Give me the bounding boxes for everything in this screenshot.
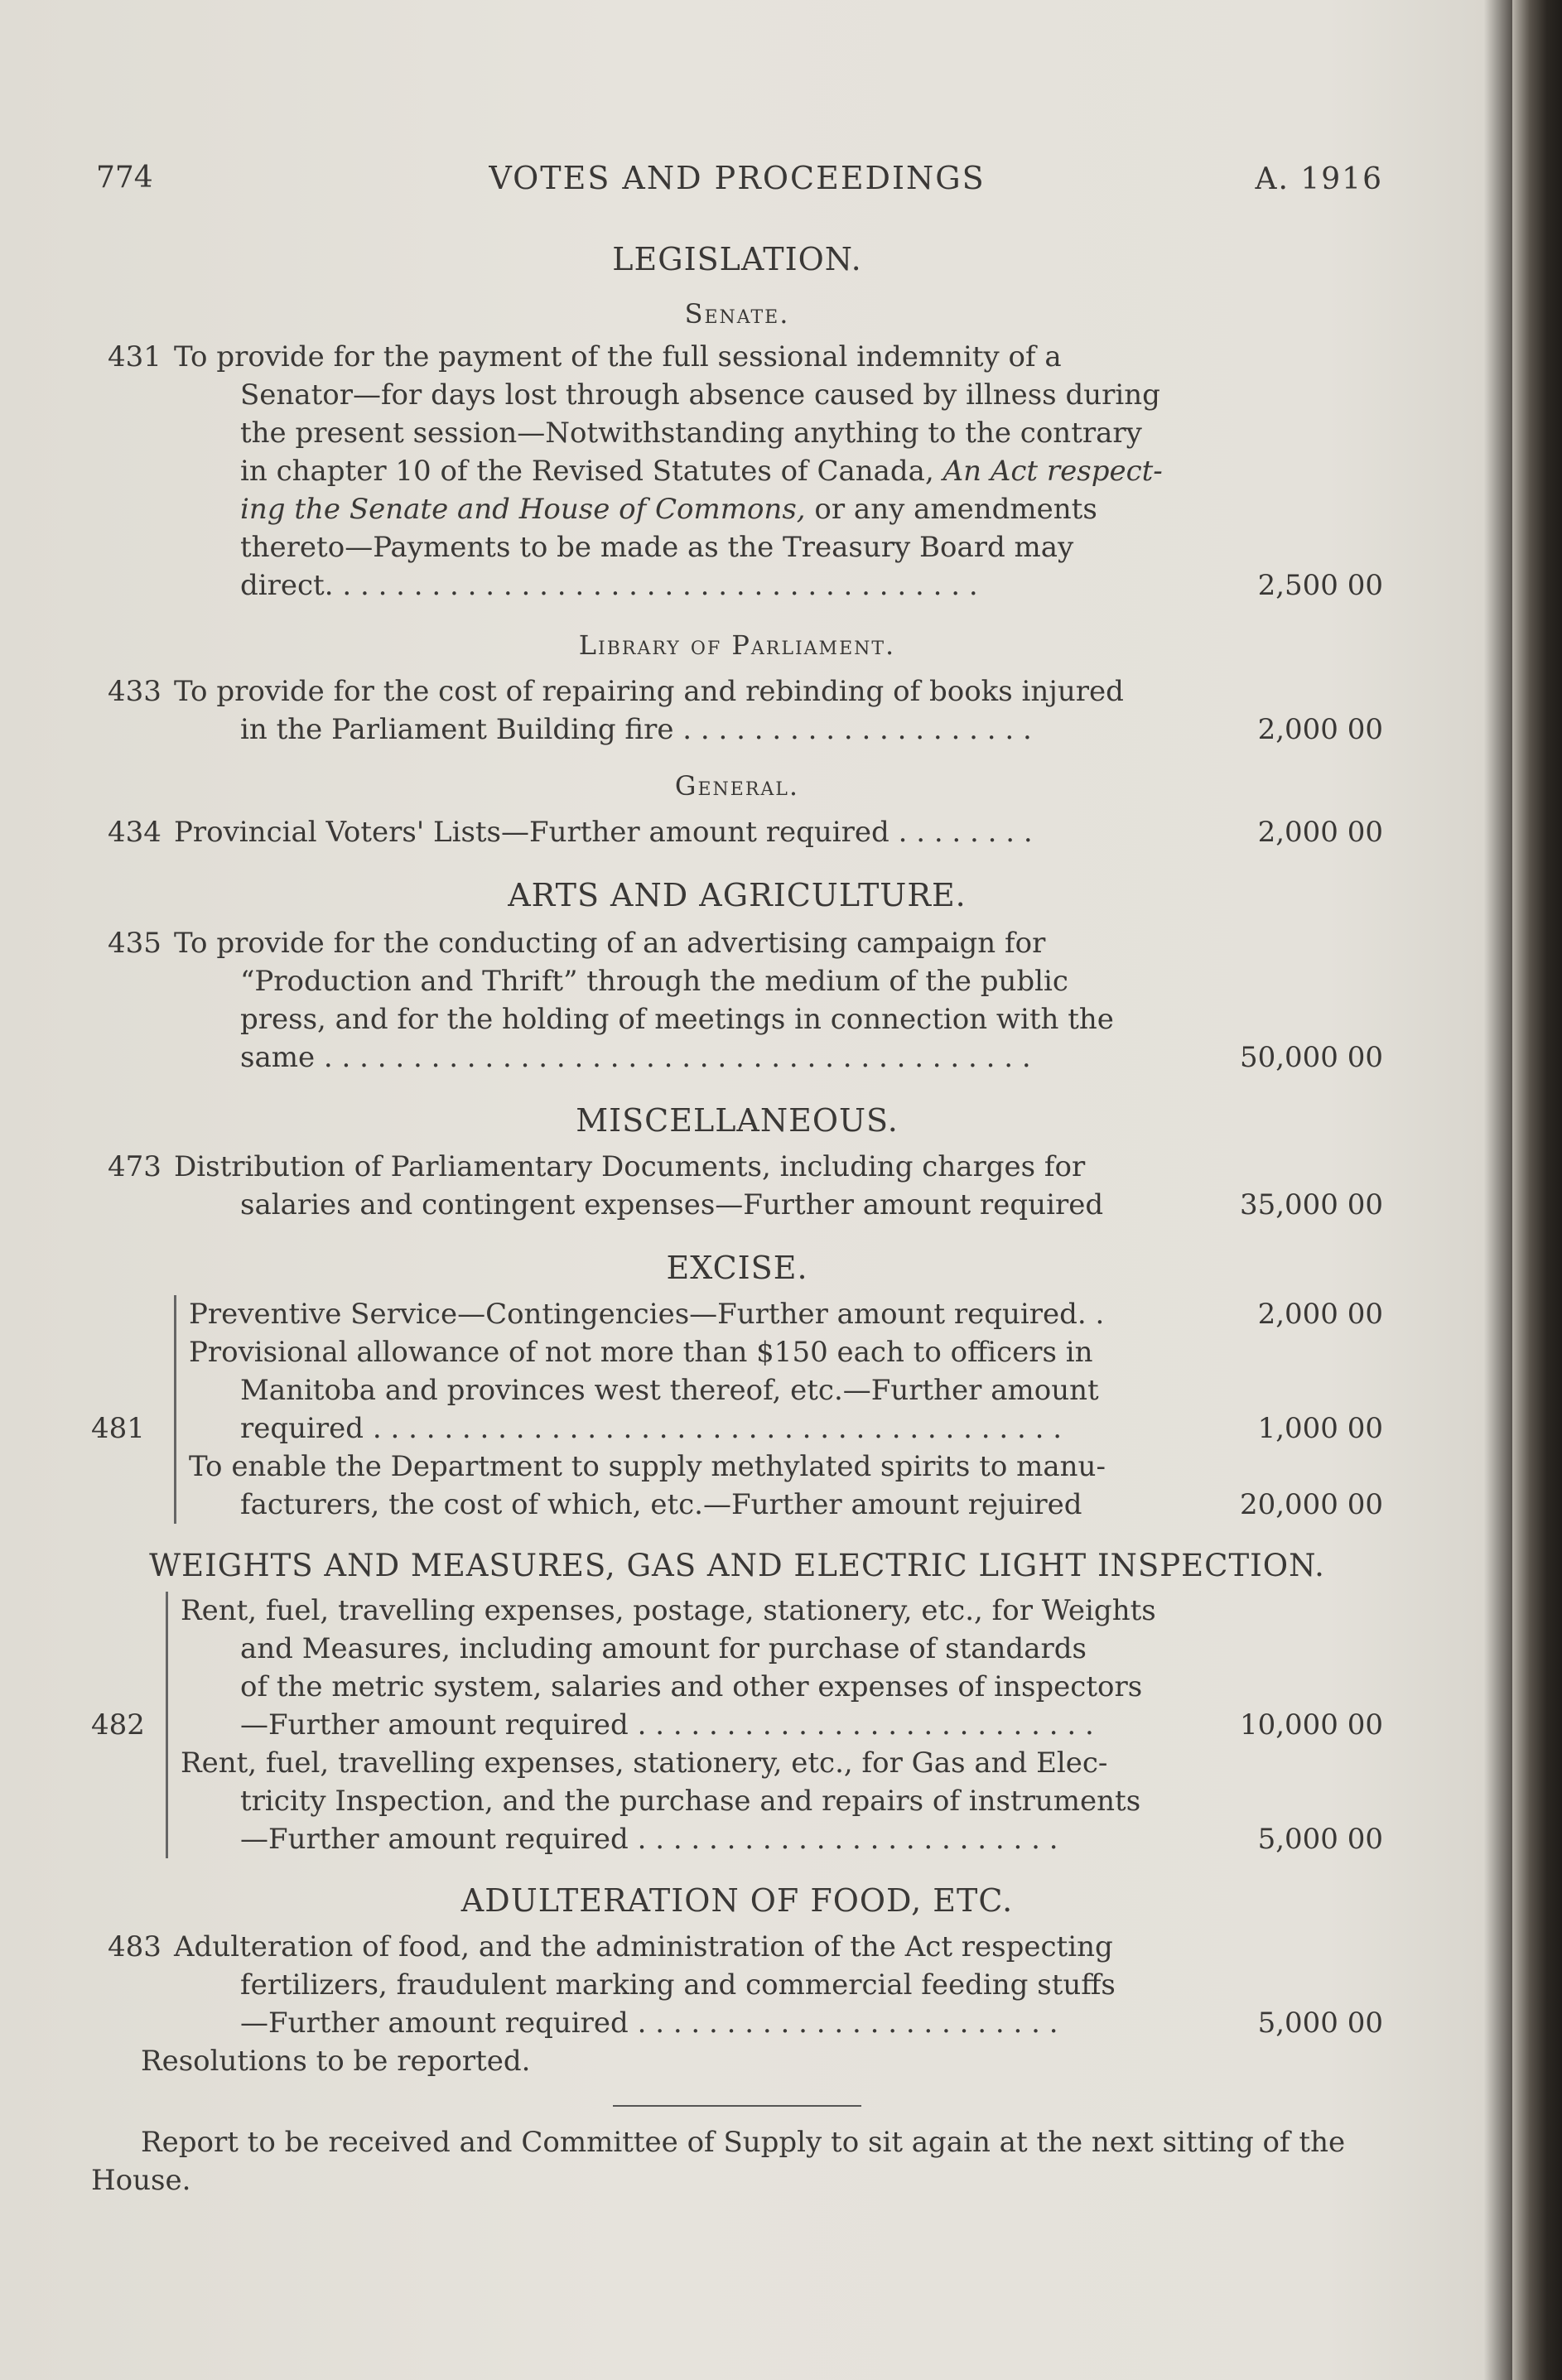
item-line: Provisional allowance of not more than $150 each to officers in bbox=[189, 1336, 1093, 1369]
page-number: 774 bbox=[96, 161, 153, 195]
item-482 bbox=[91, 1592, 1383, 1858]
act-title: An Act respect- bbox=[943, 455, 1163, 488]
item-amount: 5,000 00 bbox=[1257, 1823, 1383, 1856]
report-paragraph: Report to be received and Committee of Supply to sit again at the next sitting of the House. bbox=[91, 2126, 1346, 2197]
item-line: press, and for the holding of meetings in connection with the bbox=[240, 1003, 1114, 1036]
item-number: 481 bbox=[91, 1412, 145, 1445]
item-line: Manitoba and provinces west thereof, etc.—Further amount bbox=[240, 1374, 1099, 1407]
item-number: 435 bbox=[108, 927, 162, 960]
item-line: Distribution of Parliamentary Documents, including charges for bbox=[174, 1150, 1086, 1183]
item-amount: 10,000 00 bbox=[1239, 1708, 1383, 1742]
item-amount: 2,000 00 bbox=[1257, 1298, 1383, 1331]
item-line: Provincial Voters' Lists—Further amount required . . . . . . . . bbox=[174, 816, 1033, 849]
book-spine-shadow bbox=[1512, 0, 1562, 2380]
item-line: To enable the Department to supply methylated spirits to manu- bbox=[189, 1450, 1106, 1483]
item-line: —Further amount required . . . . . . . . . . . . . . . . . . . . . . . . . . bbox=[240, 1708, 1094, 1742]
item-number: 431 bbox=[108, 340, 162, 373]
item-amount: 2,500 00 bbox=[1257, 569, 1383, 602]
item-amount: 20,000 00 bbox=[1239, 1488, 1383, 1521]
item-amount: 1,000 00 bbox=[1257, 1412, 1383, 1445]
item-line: salaries and contingent expenses—Further amount required bbox=[240, 1188, 1104, 1221]
item-line: Rent, fuel, travelling expenses, postage, stationery, etc., for Weights bbox=[181, 1594, 1156, 1627]
item-line: To provide for the conducting of an advertising campaign for bbox=[174, 927, 1046, 960]
item-line: in the Parliament Building fire . . . . . . . . . . . . . . . . . . . . bbox=[240, 713, 1032, 746]
item-line: To provide for the payment of the full sessional indemnity of a bbox=[174, 340, 1062, 373]
page-header bbox=[91, 149, 1383, 207]
item-line: —Further amount required . . . . . . . . . . . . . . . . . . . . . . . . bbox=[240, 1823, 1058, 1856]
item-line-part: or any amendments bbox=[814, 493, 1097, 526]
section-weights: WEIGHTS AND MEASURES, GAS AND ELECTRIC LIGHT INSPECTION. bbox=[149, 1548, 1325, 1583]
item-line bbox=[240, 452, 1275, 490]
item-483 bbox=[91, 1928, 1383, 2042]
item-amount: 2,000 00 bbox=[1257, 816, 1383, 849]
item-number: 482 bbox=[91, 1708, 145, 1742]
item-433 bbox=[91, 672, 1383, 749]
item-amount: 50,000 00 bbox=[1239, 1041, 1383, 1074]
item-line: Senator—for days lost through absence caused by illness during bbox=[240, 378, 1160, 412]
subsection-senate: Senate. bbox=[684, 298, 790, 330]
item-line: thereto—Payments to be made as the Treasury Board may bbox=[240, 531, 1074, 564]
item-amount: 35,000 00 bbox=[1239, 1188, 1383, 1221]
subsection-library: Library of Parliament. bbox=[578, 629, 896, 661]
item-line: required . . . . . . . . . . . . . . . . . . . . . . . . . . . . . . . . . . . . . . . bbox=[240, 1412, 1063, 1445]
divider bbox=[613, 2105, 861, 2107]
item-473 bbox=[91, 1148, 1383, 1224]
item-number: 483 bbox=[108, 1930, 162, 1963]
act-title: ing the Senate and House of Commons, bbox=[240, 493, 806, 526]
item-line: the present session—Notwithstanding anything to the contrary bbox=[240, 417, 1142, 450]
item-line: of the metric system, salaries and other expenses of inspectors bbox=[240, 1670, 1143, 1703]
item-line: facturers, the cost of which, etc.—Further amount rejuired bbox=[240, 1488, 1082, 1521]
item-line: tricity Inspection, and the purchase and repairs of instruments bbox=[240, 1785, 1141, 1818]
item-line-part: in chapter 10 of the Revised Statutes of Canada, bbox=[240, 455, 934, 488]
item-number: 473 bbox=[108, 1150, 162, 1183]
item-434 bbox=[91, 813, 1383, 851]
item-line: same . . . . . . . . . . . . . . . . . . . . . . . . . . . . . . . . . . . . . . . . bbox=[240, 1041, 1031, 1074]
section-adulteration: ADULTERATION OF FOOD, ETC. bbox=[460, 1882, 1014, 1919]
section-arts: ARTS AND AGRICULTURE. bbox=[508, 877, 967, 913]
item-line: To provide for the cost of repairing and rebinding of books injured bbox=[174, 675, 1124, 708]
section-excise: EXCISE. bbox=[666, 1250, 808, 1286]
item-line: and Measures, including amount for purchase of standards bbox=[240, 1632, 1087, 1665]
running-title: VOTES AND PROCEEDINGS bbox=[489, 160, 986, 196]
subsection-general: General. bbox=[674, 770, 800, 802]
item-amount: 2,000 00 bbox=[1257, 713, 1383, 746]
item-435 bbox=[91, 924, 1383, 1077]
section-miscellaneous: MISCELLANEOUS. bbox=[576, 1102, 899, 1139]
item-line: fertilizers, fraudulent marking and commercial feeding stuffs bbox=[240, 1968, 1116, 2002]
section-legislation: LEGISLATION. bbox=[612, 241, 862, 277]
item-431 bbox=[91, 338, 1383, 605]
resolutions-text: Resolutions to be reported. bbox=[141, 2045, 531, 2078]
item-number: 434 bbox=[108, 816, 162, 849]
item-line: “Production and Thrift” through the medium of the public bbox=[240, 965, 1068, 998]
item-line: Preventive Service—Contingencies—Further amount required. . bbox=[189, 1298, 1105, 1331]
item-line: Rent, fuel, travelling expenses, stationery, etc., for Gas and Elec- bbox=[181, 1746, 1108, 1780]
item-line: direct. . . . . . . . . . . . . . . . . . . . . . . . . . . . . . . . . . . . . bbox=[240, 569, 978, 602]
item-number: 433 bbox=[108, 675, 162, 708]
item-line: Adulteration of food, and the administration of the Act respecting bbox=[174, 1930, 1113, 1963]
item-line: —Further amount required . . . . . . . . . . . . . . . . . . . . . . . . bbox=[240, 2007, 1058, 2040]
page-content bbox=[91, 149, 1383, 2199]
item-481 bbox=[91, 1295, 1383, 1524]
item-line bbox=[240, 490, 1275, 528]
year-label: A. 1916 bbox=[1255, 162, 1383, 196]
item-amount: 5,000 00 bbox=[1257, 2007, 1383, 2040]
